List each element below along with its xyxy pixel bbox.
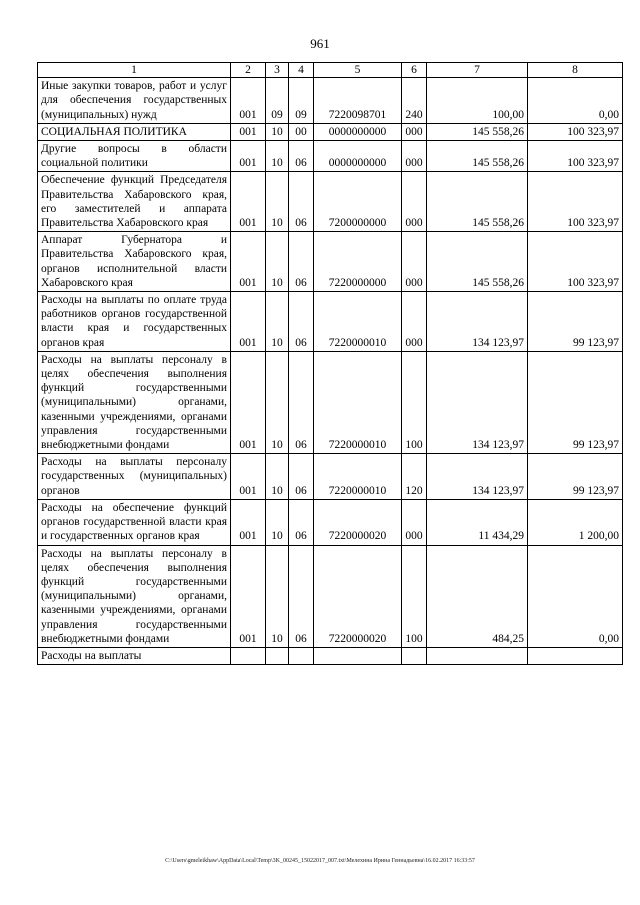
- target-item-code-cell: 0000000000: [314, 141, 402, 172]
- target-item-code-cell: 7220098701: [314, 78, 402, 124]
- file-path-footer: C:\Users\gmeleikhaw\AppData\Local\Temp\3K_00245_15022017_007.txt\Мелехина Ирина Геннадьевна\16.02.2017 16:33:57: [165, 858, 475, 864]
- executed-amount-cell: 0,00: [528, 545, 623, 647]
- subsection-code-cell: 06: [289, 351, 314, 453]
- target-item-code-cell: 7220000010: [314, 292, 402, 352]
- expense-name-cell: СОЦИАЛЬНАЯ ПОЛИТИКА: [38, 123, 231, 140]
- target-item-code-cell: 7220000020: [314, 499, 402, 545]
- target-item-code-cell: 7200000000: [314, 172, 402, 232]
- planned-amount-cell: [427, 647, 528, 664]
- planned-amount-cell: 145 558,26: [427, 123, 528, 140]
- executed-amount-cell: 1 200,00: [528, 499, 623, 545]
- planned-amount-cell: 11 434,29: [427, 499, 528, 545]
- executed-amount-cell: 100 323,97: [528, 123, 623, 140]
- planned-amount-cell: 100,00: [427, 78, 528, 124]
- header-col-2: 2: [231, 63, 266, 78]
- header-col-3: 3: [266, 63, 289, 78]
- executed-amount-cell: [528, 647, 623, 664]
- table-row: [38, 499, 623, 545]
- table-row: [38, 292, 623, 352]
- ministry-code-cell: 001: [231, 351, 266, 453]
- expense-name-cell: Расходы на выплаты персоналу государственных (муниципальных) органов: [38, 454, 231, 500]
- subsection-code-cell: 06: [289, 232, 314, 292]
- planned-amount-cell: 145 558,26: [427, 141, 528, 172]
- ministry-code-cell: 001: [231, 232, 266, 292]
- target-item-code-cell: 0000000000: [314, 123, 402, 140]
- ministry-code-cell: 001: [231, 172, 266, 232]
- planned-amount-cell: 134 123,97: [427, 292, 528, 352]
- expense-type-code-cell: 000: [402, 232, 427, 292]
- ministry-code-cell: 001: [231, 292, 266, 352]
- subsection-code-cell: 06: [289, 292, 314, 352]
- executed-amount-cell: 99 123,97: [528, 292, 623, 352]
- table-row: [38, 647, 623, 664]
- section-code-cell: 10: [266, 351, 289, 453]
- table-body: [38, 78, 623, 665]
- section-code-cell: 10: [266, 232, 289, 292]
- header-row: [38, 63, 623, 78]
- expense-type-code-cell: 100: [402, 545, 427, 647]
- executed-amount-cell: 99 123,97: [528, 454, 623, 500]
- planned-amount-cell: 145 558,26: [427, 232, 528, 292]
- expense-name-cell: Расходы на выплаты персоналу в целях обеспечения выполнения функций государственными (муниципальными) органами, казенными учреждениями, органами управления государственными внебюджетными фондами: [38, 545, 231, 647]
- section-code-cell: 10: [266, 545, 289, 647]
- table-row: [38, 545, 623, 647]
- table-row: [38, 141, 623, 172]
- subsection-code-cell: 06: [289, 141, 314, 172]
- expense-type-code-cell: 000: [402, 123, 427, 140]
- expense-type-code-cell: 240: [402, 78, 427, 124]
- ministry-code-cell: 001: [231, 454, 266, 500]
- ministry-code-cell: 001: [231, 545, 266, 647]
- planned-amount-cell: 134 123,97: [427, 351, 528, 453]
- expense-type-code-cell: 000: [402, 499, 427, 545]
- expense-name-cell: Расходы на выплаты: [38, 647, 231, 664]
- table-row: [38, 172, 623, 232]
- budget-table: [37, 62, 623, 665]
- expense-name-cell: Обеспечение функций Председателя Правительства Хабаровского края, его заместителей и аппарата Правительства Хабаровского края: [38, 172, 231, 232]
- page-number: 961: [310, 36, 330, 51]
- section-code-cell: [266, 647, 289, 664]
- executed-amount-cell: 100 323,97: [528, 172, 623, 232]
- target-item-code-cell: 7220000020: [314, 545, 402, 647]
- subsection-code-cell: 06: [289, 545, 314, 647]
- header-col-1: 1: [38, 63, 231, 78]
- section-code-cell: 10: [266, 292, 289, 352]
- target-item-code-cell: 7220000000: [314, 232, 402, 292]
- target-item-code-cell: [314, 647, 402, 664]
- expense-type-code-cell: 100: [402, 351, 427, 453]
- expense-type-code-cell: 000: [402, 172, 427, 232]
- table-row: [38, 351, 623, 453]
- section-code-cell: 10: [266, 172, 289, 232]
- target-item-code-cell: 7220000010: [314, 454, 402, 500]
- expense-name-cell: Расходы на выплаты персоналу в целях обеспечения выполнения функций государственными (муниципальными) органами, казенными учреждениями, органами управления государственными внебюджетными фондами: [38, 351, 231, 453]
- table-row: [38, 454, 623, 500]
- header-col-8: 8: [528, 63, 623, 78]
- subsection-code-cell: [289, 647, 314, 664]
- executed-amount-cell: 0,00: [528, 78, 623, 124]
- ministry-code-cell: 001: [231, 141, 266, 172]
- header-col-7: 7: [427, 63, 528, 78]
- section-code-cell: 09: [266, 78, 289, 124]
- planned-amount-cell: 134 123,97: [427, 454, 528, 500]
- section-code-cell: 10: [266, 141, 289, 172]
- planned-amount-cell: 145 558,26: [427, 172, 528, 232]
- planned-amount-cell: 484,25: [427, 545, 528, 647]
- subsection-code-cell: 06: [289, 172, 314, 232]
- header-col-4: 4: [289, 63, 314, 78]
- ministry-code-cell: 001: [231, 78, 266, 124]
- executed-amount-cell: 100 323,97: [528, 232, 623, 292]
- expense-type-code-cell: [402, 647, 427, 664]
- section-code-cell: 10: [266, 454, 289, 500]
- subsection-code-cell: 06: [289, 499, 314, 545]
- header-col-5: 5: [314, 63, 402, 78]
- section-code-cell: 10: [266, 499, 289, 545]
- expense-type-code-cell: 120: [402, 454, 427, 500]
- target-item-code-cell: 7220000010: [314, 351, 402, 453]
- table-row: [38, 78, 623, 124]
- executed-amount-cell: 100 323,97: [528, 141, 623, 172]
- executed-amount-cell: 99 123,97: [528, 351, 623, 453]
- table-row: [38, 123, 623, 140]
- expense-name-cell: Аппарат Губернатора и Правительства Хабаровского края, органов исполнительной власти Хабаровского края: [38, 232, 231, 292]
- ministry-code-cell: [231, 647, 266, 664]
- header-col-6: 6: [402, 63, 427, 78]
- subsection-code-cell: 06: [289, 454, 314, 500]
- expense-name-cell: Расходы на выплаты по оплате труда работников органов государственной власти края и государственных органов края: [38, 292, 231, 352]
- subsection-code-cell: 00: [289, 123, 314, 140]
- expense-type-code-cell: 000: [402, 292, 427, 352]
- subsection-code-cell: 09: [289, 78, 314, 124]
- table-row: [38, 232, 623, 292]
- expense-name-cell: Иные закупки товаров, работ и услуг для обеспечения государственных (муниципальных) нужд: [38, 78, 231, 124]
- section-code-cell: 10: [266, 123, 289, 140]
- ministry-code-cell: 001: [231, 123, 266, 140]
- expense-type-code-cell: 000: [402, 141, 427, 172]
- ministry-code-cell: 001: [231, 499, 266, 545]
- expense-name-cell: Другие вопросы в области социальной политики: [38, 141, 231, 172]
- expense-name-cell: Расходы на обеспечение функций органов государственной власти края и государственных органов края: [38, 499, 231, 545]
